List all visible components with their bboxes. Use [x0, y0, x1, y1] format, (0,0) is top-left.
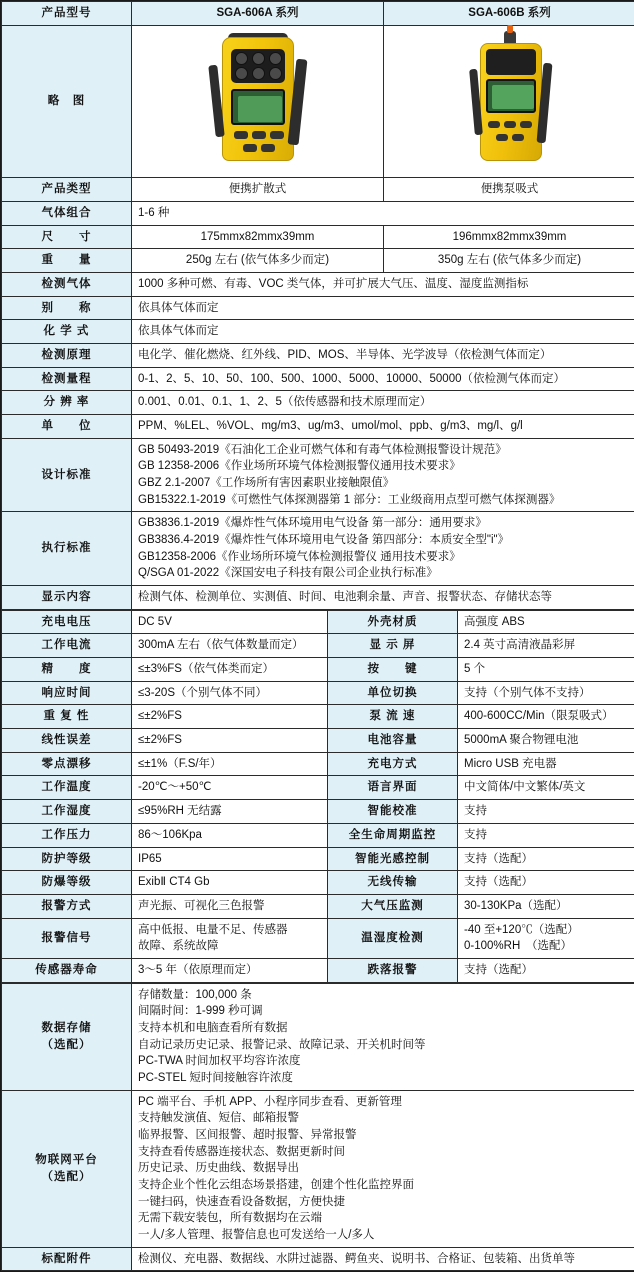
pressure-monitor-value: 30-130KPa（选配）: [458, 894, 634, 918]
row-label-temp-humidity: 温湿度检测: [328, 918, 458, 958]
row-label-pressure-monitor: 大气压监测: [328, 894, 458, 918]
row-label-explosion-grade: 防爆等级: [2, 871, 132, 895]
row-label-sensor-life: 传感器寿命: [2, 958, 132, 982]
exec-standard-value: [132, 512, 634, 586]
row-label-response-time: 响应时间: [2, 681, 132, 705]
formula-value: 依具体气体而定: [132, 320, 634, 344]
working-temperature-value: -20℃～+50℃: [132, 776, 328, 800]
data-storage-label-line2: （选配）: [41, 1038, 92, 1051]
row-label-protection-grade: 防护等级: [2, 847, 132, 871]
unit-switch-value: 支持（个别气体不支持）: [458, 681, 634, 705]
iot-line: PC 端平台、手机 APP、小程序同步查看、更新管理: [138, 1095, 402, 1108]
row-label-product-type: 产品类型: [2, 178, 132, 202]
table-row-diagram: [2, 25, 634, 178]
row-label-working-pressure: 工作压力: [2, 823, 132, 847]
exec-standard-line: GB3836.4-2019《爆炸性气体环境用电气设备 第四部分：本质安全型"i"》: [138, 534, 510, 547]
table-row: [2, 800, 634, 824]
row-label-display-content: 显示内容: [2, 586, 132, 610]
alarm-mode-value: 声光振、可视化三色报警: [132, 894, 328, 918]
display-content-value: 检测气体、检测单位、实测值、时间、电池剩余量、声音、报警状态、存储状态等: [132, 586, 634, 610]
iot-line: 支持查看传感器连接状态、数据更新时间: [138, 1145, 345, 1158]
dimensions-a: 175mmx82mmx39mm: [132, 225, 384, 249]
row-label-zero-drift: 零点漂移: [2, 752, 132, 776]
data-storage-label-line1: 数据存储: [41, 1021, 92, 1034]
temp-humidity-line: -40 至+120℃（选配）: [464, 923, 579, 936]
row-label-display-screen: 显 示 屏: [328, 634, 458, 658]
repeatability-value: ≤±2%FS: [132, 705, 328, 729]
model-a-header: SGA-606A 系列: [132, 2, 384, 26]
table-row: [2, 729, 634, 753]
row-label-formula: 化 学 式: [2, 320, 132, 344]
row-label-iot-platform: [2, 1090, 132, 1247]
iot-line: 一人/多人管理、报警信息也可发送给一人/多人: [138, 1228, 375, 1241]
battery-capacity-value: 5000mA 聚合物锂电池: [458, 729, 634, 753]
keys-value: 5 个: [458, 658, 634, 682]
design-standard-line: GB 12358-2006《作业场所环境气体检测报警仪通用技术要求》: [138, 460, 461, 473]
table-row-unit: [2, 415, 634, 439]
row-label-linearity-error: 线性误差: [2, 729, 132, 753]
data-storage-line: 存储数量：100,000 条: [138, 988, 252, 1001]
explosion-grade-value: ExibⅡ CT4 Gb: [132, 871, 328, 895]
table-row-resolution: [2, 391, 634, 415]
design-standard-line: GB 50493-2019《石油化工企业可燃气体和有毒气体检测报警设计规范》: [138, 443, 507, 456]
row-label-working-humidity: 工作湿度: [2, 800, 132, 824]
display-screen-value: 2.4 英寸高清液晶彩屏: [458, 634, 634, 658]
zero-drift-value: ≤±1%（F.S/年）: [132, 752, 328, 776]
table-row-exec-standard: [2, 512, 634, 586]
range-value: 0-1、2、5、10、50、100、500、1000、5000、10000、50000（依检测气体而定）: [132, 367, 634, 391]
table-row-gas-combination: [2, 202, 634, 226]
row-label-unit-switch: 单位切换: [328, 681, 458, 705]
row-label-principle: 检测原理: [2, 344, 132, 368]
row-label-range: 检测量程: [2, 367, 132, 391]
table-row: [2, 776, 634, 800]
table-row-range: [2, 367, 634, 391]
lifecycle-monitor-value: 支持: [458, 823, 634, 847]
table-row: [2, 610, 634, 634]
row-label-working-temperature: 工作温度: [2, 776, 132, 800]
weight-b: 350g 左右 (依气体多少而定): [384, 249, 634, 273]
pump-flow-value: 400-600CC/Min（限泵吸式）: [458, 705, 634, 729]
table-row-alarm-signal: [2, 918, 634, 958]
iot-line: 历史记录、历史曲线、数据导出: [138, 1162, 299, 1175]
table-row-weight: [2, 249, 634, 273]
data-storage-line: 自动记录历史记录、报警记录、故障记录、开关机时间等: [138, 1038, 426, 1051]
accessories-value: 检测仪、充电器、数据线、水阱过滤器、鳄鱼夹、说明书、合格证、包装箱、出货单等: [132, 1247, 634, 1271]
unit-value: PPM、%LEL、%VOL、mg/m3、ug/m3、umol/mol、ppb、g/m3、mg/l、g/l: [132, 415, 634, 439]
table-row: [2, 752, 634, 776]
iot-line: 支持企业个性化云组态场景搭建，创建个性化监控界面: [138, 1178, 414, 1191]
language-value: 中文简体/中文繁体/英文: [458, 776, 634, 800]
data-storage-line: PC-TWA 时间加权平均容许浓度: [138, 1055, 301, 1068]
portable-gas-detector-a-icon: [204, 29, 312, 169]
row-label-smart-calibration: 智能校准: [328, 800, 458, 824]
table-row: [2, 681, 634, 705]
table-row-iot-platform: [2, 1090, 634, 1247]
alarm-signal-line: 高中低报、电量不足、传感器: [138, 923, 288, 936]
temp-humidity-value: [458, 918, 634, 958]
protection-grade-value: IP65: [132, 847, 328, 871]
smart-calibration-value: 支持: [458, 800, 634, 824]
row-label-accessories: 标配附件: [2, 1247, 132, 1271]
row-label-detected-gases: 检测气体: [2, 273, 132, 297]
row-label-alias: 别 称: [2, 296, 132, 320]
resolution-value: 0.001、0.01、0.1、1、2、5（依传感器和技术原理而定）: [132, 391, 634, 415]
iot-platform-value: [132, 1090, 634, 1247]
exec-standard-line: Q/SGA 01-2022《深国安电子科技有限公司企业执行标准》: [138, 567, 438, 580]
row-label-wireless: 无线传输: [328, 871, 458, 895]
exec-standard-line: GB3836.1-2019《爆炸性气体环境用电气设备 第一部分：通用要求》: [138, 517, 487, 530]
iot-line: 临界报警、区间报警、超时报警、异常报警: [138, 1128, 357, 1141]
table-row: [2, 634, 634, 658]
wireless-value: 支持（选配）: [458, 871, 634, 895]
row-label-design-standard: 设计标准: [2, 438, 132, 512]
row-label-unit: 单 位: [2, 415, 132, 439]
row-label-drop-alarm: 跌落报警: [328, 958, 458, 982]
iot-label-line1: 物联网平台: [35, 1153, 98, 1166]
row-label-light-sensing: 智能光感控制: [328, 847, 458, 871]
alarm-signal-line: 故障、系统故障: [138, 940, 219, 953]
alias-value: 依具体气体而定: [132, 296, 634, 320]
table-row-dimensions: [2, 225, 634, 249]
row-label-charge-voltage: 充电电压: [2, 610, 132, 634]
row-label-lifecycle-monitor: 全生命周期监控: [328, 823, 458, 847]
table-row: [2, 894, 634, 918]
design-standard-line: GB15322.1-2019《可燃性气体探测器第 1 部分：工业级商用点型可燃气体探测器》: [138, 493, 561, 506]
dimensions-b: 196mmx82mmx39mm: [384, 225, 634, 249]
temp-humidity-line: 0-100%RH （选配）: [464, 940, 572, 953]
accuracy-value: ≤±3%FS（依气体类而定）: [132, 658, 328, 682]
diagram-cell-a: [132, 25, 384, 178]
table-row-alias: [2, 296, 634, 320]
portable-gas-detector-b-icon: [462, 29, 558, 169]
data-storage-value: [132, 983, 634, 1090]
table-row: [2, 705, 634, 729]
spec-table: [1, 1, 634, 610]
sensor-life-value: 3～5 年（依原理而定）: [132, 958, 328, 982]
table-row: [2, 847, 634, 871]
product-type-a: 便携扩散式: [132, 178, 384, 202]
row-label-language: 语言界面: [328, 776, 458, 800]
row-label-weight: 重 量: [2, 249, 132, 273]
design-standard-line: GBZ 2.1-2007《工作场所有害因素职业接触限值》: [138, 477, 395, 490]
working-current-value: 300mA 左右（依气体数量而定）: [132, 634, 328, 658]
data-storage-line: PC-STEL 短时间接触容许浓度: [138, 1071, 293, 1084]
table-row: [2, 823, 634, 847]
row-label-exec-standard: 执行标准: [2, 512, 132, 586]
spec-table-pairs: [1, 610, 634, 983]
diagram-cell-b: [384, 25, 634, 178]
row-label-data-storage: [2, 983, 132, 1090]
row-label-resolution: 分 辨 率: [2, 391, 132, 415]
table-row-sensor-life: [2, 958, 634, 982]
response-time-value: ≤3-20S（个别气体不同）: [132, 681, 328, 705]
row-label-model: 产品型号: [2, 2, 132, 26]
table-row-display-content: [2, 586, 634, 610]
row-label-charge-method: 充电方式: [328, 752, 458, 776]
table-row-model: [2, 2, 634, 26]
detected-gases-value: 1000 多种可燃、有毒、VOC 类气体，并可扩展大气压、温度、湿度监测指标: [132, 273, 634, 297]
row-label-battery-capacity: 电池容量: [328, 729, 458, 753]
gas-combination-value: 1-6 种: [132, 202, 634, 226]
iot-label-line2: （选配）: [41, 1170, 92, 1183]
spec-table-tail: [1, 983, 634, 1272]
table-row-data-storage: [2, 983, 634, 1090]
iot-line: 支持触发演值、短信、邮箱报警: [138, 1112, 299, 1125]
row-label-dimensions: 尺 寸: [2, 225, 132, 249]
table-row-accessories: [2, 1247, 634, 1271]
row-label-case-material: 外壳材质: [328, 610, 458, 634]
weight-a: 250g 左右 (依气体多少而定): [132, 249, 384, 273]
alarm-signal-value: [132, 918, 328, 958]
row-label-working-current: 工作电流: [2, 634, 132, 658]
working-humidity-value: ≤95%RH 无结露: [132, 800, 328, 824]
table-row-principle: [2, 344, 634, 368]
design-standard-value: [132, 438, 634, 512]
table-row-formula: [2, 320, 634, 344]
row-label-keys: 按 键: [328, 658, 458, 682]
drop-alarm-value: 支持（选配）: [458, 958, 634, 982]
table-row: [2, 658, 634, 682]
charge-voltage-value: DC 5V: [132, 610, 328, 634]
table-row: [2, 871, 634, 895]
table-row-design-standard: [2, 438, 634, 512]
model-b-header: SGA-606B 系列: [384, 2, 634, 26]
exec-standard-line: GB12358-2006《作业场所环境气体检测报警仪 通用技术要求》: [138, 550, 461, 563]
row-label-repeatability: 重 复 性: [2, 705, 132, 729]
iot-line: 一键扫码，快速查看设备数据，方便快捷: [138, 1195, 345, 1208]
charge-method-value: Micro USB 充电器: [458, 752, 634, 776]
working-pressure-value: 86～106Kpa: [132, 823, 328, 847]
table-row-detected-gases: [2, 273, 634, 297]
row-label-diagram: 略 图: [2, 25, 132, 178]
principle-value: 电化学、催化燃烧、红外线、PID、MOS、半导体、光学波导（依检测气体而定）: [132, 344, 634, 368]
row-label-alarm-signal: 报警信号: [2, 918, 132, 958]
row-label-alarm-mode: 报警方式: [2, 894, 132, 918]
iot-line: 无需下载安装包，所有数据均在云端: [138, 1212, 322, 1225]
row-label-pump-flow: 泵 流 速: [328, 705, 458, 729]
linearity-error-value: ≤±2%FS: [132, 729, 328, 753]
data-storage-line: 支持本机和电脑查看所有数据: [138, 1021, 288, 1034]
row-label-gas-combination: 气体组合: [2, 202, 132, 226]
product-type-b: 便携泵吸式: [384, 178, 634, 202]
case-material-value: 高强度 ABS: [458, 610, 634, 634]
row-label-accuracy: 精 度: [2, 658, 132, 682]
light-sensing-value: 支持（选配）: [458, 847, 634, 871]
data-storage-line: 间隔时间：1-999 秒可调: [138, 1005, 263, 1018]
table-row-product-type: [2, 178, 634, 202]
